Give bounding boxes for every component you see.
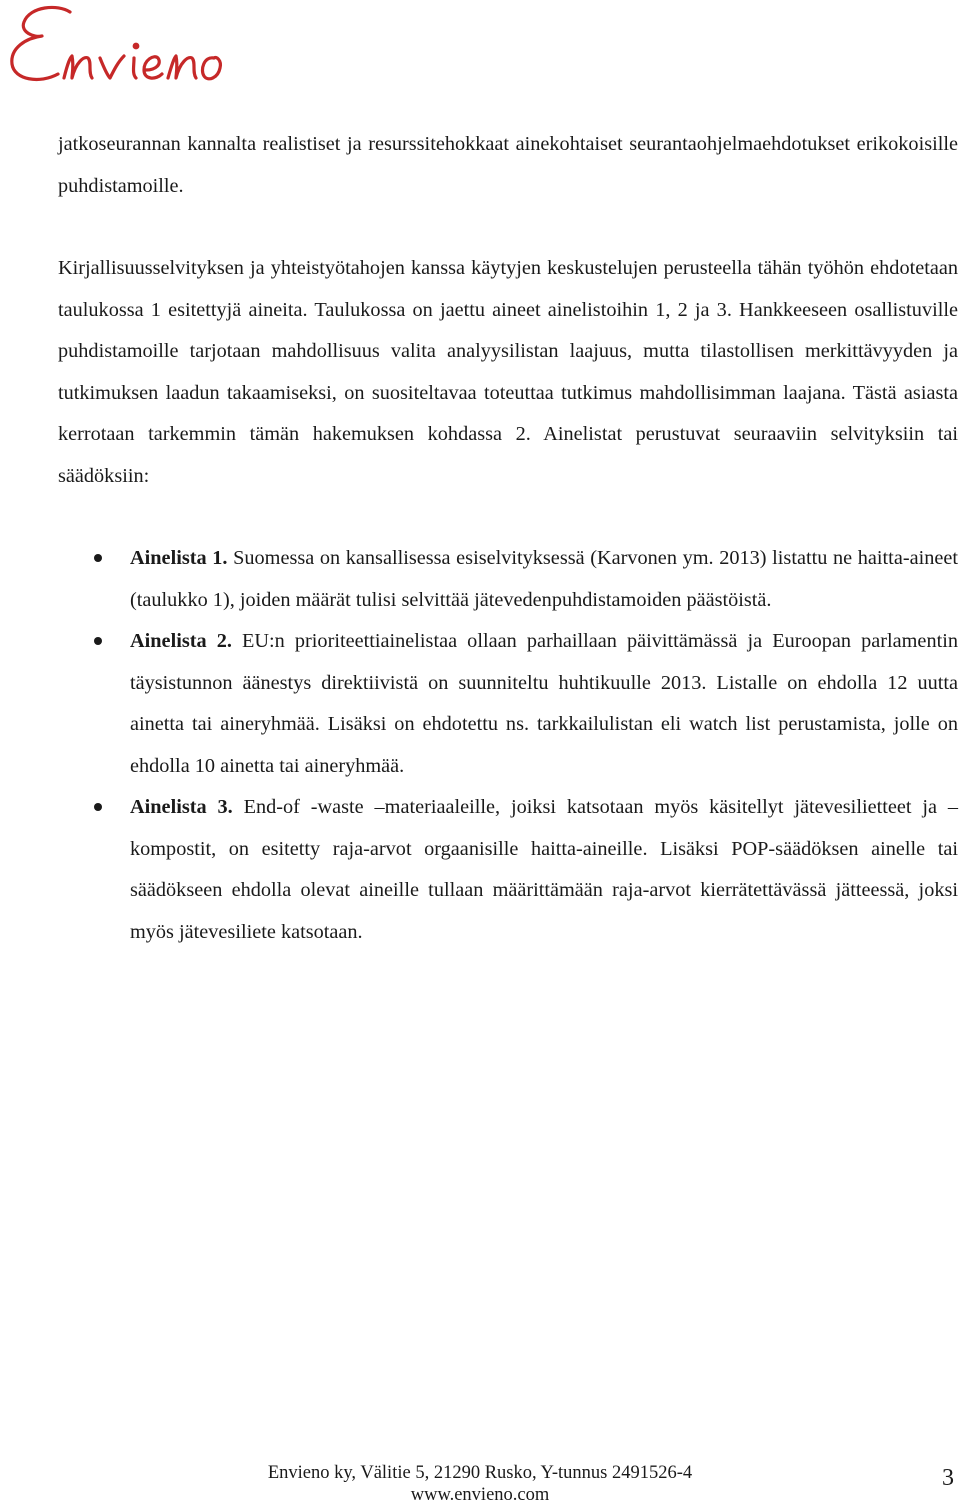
page-number: 3 xyxy=(942,1465,954,1491)
list-item-ainelista-2 xyxy=(58,621,958,787)
list-item-text: End-of -waste –materiaaleille, joiksi katsotaan myös käsitellyt jätevesilietteet ja –kompostit, on esitetty raja-arvot orgaanisille haitta-aineille. Lisäksi POP-säädöksen ainelle tai säädökseen ehdolla olevat aineille tullaan määrittämään raja-arvot kierrätettävässä jätteessä, joksi myös jätevesiliete katsotaan. xyxy=(130,796,958,943)
list-item-label: Ainelista 1. xyxy=(130,547,228,569)
document-body xyxy=(58,124,958,953)
aine-list xyxy=(58,538,958,953)
bullet-icon xyxy=(94,637,102,645)
list-item-text: EU:n prioriteettiainelistaa ollaan parhaillaan päivittämässä ja Euroopan parlamentin täysistunnon äänestys direktiivistä on suunniteltu huhtikuulle 2013. Listalle on ehdolla 12 uutta ainetta tai aineryhmää. Lisäksi on ehdotettu ns. tarkkailulistan eli watch list perustamista, jolle on ehdolla 10 ainetta tai aineryhmää. xyxy=(130,630,958,777)
paragraph-intro: jatkoseurannan kannalta realistiset ja resurssitehokkaat ainekohtaiset seurantaohjelmaehdotukset erikokoisille puhdistamoille. xyxy=(58,133,958,197)
paragraph-main: Kirjallisuusselvityksen ja yhteistyötahojen kanssa käytyjen keskustelujen perusteella tähän työhön ehdotetaan taulukossa 1 esitettyjä aineita. Taulukossa on jaettu aineet ainelistoihin 1, 2 ja 3. Hankkeeseen osallistuville puhdistamoille tarjotaan mahdollisuus valita analyysilistan laajuus, mutta tilastollisen merkittävyyden ja tutkimuksen laadun takaamiseksi, on suositeltavaa toteuttaa tutkimus mahdollisimman laajana. Tästä asiasta kerrotaan tarkemmin tämän hakemuksen kohdassa 2. Ainelistat perustuvat seuraaviin selvityksiin tai säädöksiin: xyxy=(58,257,958,487)
bullet-icon xyxy=(94,803,102,811)
page-footer xyxy=(0,1462,960,1506)
bullet-icon xyxy=(94,554,102,562)
list-item-label: Ainelista 3. xyxy=(130,796,233,818)
list-item-label: Ainelista 2. xyxy=(130,630,232,652)
envieno-logo-image xyxy=(0,0,240,95)
list-item-ainelista-1 xyxy=(58,538,958,621)
list-item-ainelista-3 xyxy=(58,787,958,953)
footer-website: www.envieno.com xyxy=(410,1485,550,1505)
list-item-text: Suomessa on kansallisessa esiselvityksessä (Karvonen ym. 2013) listattu ne haitta-aineet (taulukko 1), joiden määrät tulisi selvittää jätevedenpuhdistamoiden päästöistä. xyxy=(130,547,958,611)
envieno-logo xyxy=(0,0,240,95)
footer-address: Envieno ky, Välitie 5, 21290 Rusko, Y-tunnus 2491526-4 xyxy=(267,1463,693,1483)
